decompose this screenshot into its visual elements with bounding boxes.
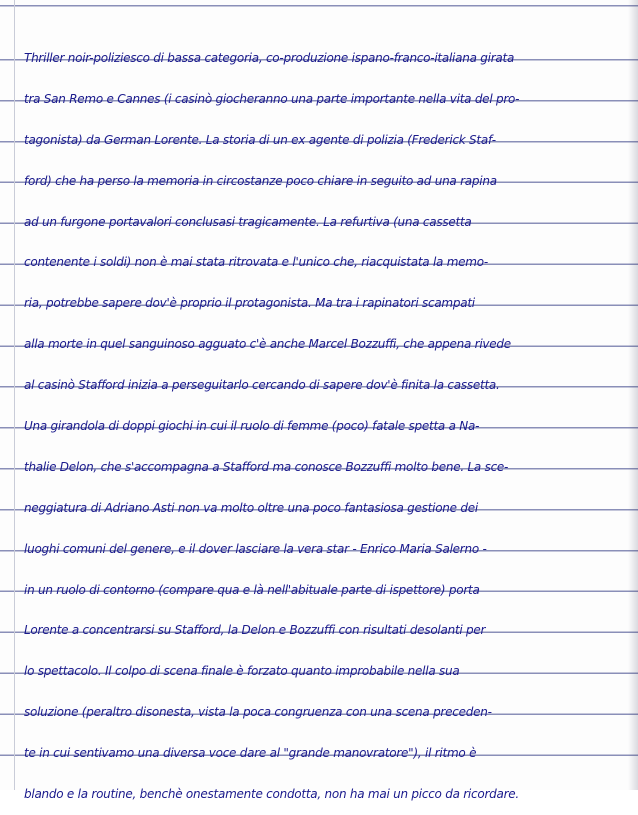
text-line: lo spettacolo. Il colpo di scena finale è forzato quanto improbabile nella sua xyxy=(24,664,460,679)
text-line: tra San Remo e Cannes (i casinò giocheranno una parte importante nella vita del pro- xyxy=(24,91,520,106)
text-line: blando e la routine, benchè onestamente condotta, non ha mai un picco da ricordare. xyxy=(24,787,519,802)
text-line: ria, potrebbe sapere dov'è proprio il protagonista. Ma tra i rapinatori scampati xyxy=(24,296,475,311)
text-line: thalie Delon, che s'accompagna a Stafford ma conosce Bozzuffi molto bene. La sce- xyxy=(24,459,509,474)
text-line: neggiatura di Adriano Asti non va molto oltre una poco fantasiosa gestione dei xyxy=(24,500,478,515)
text-line: contenente i soldi) non è mai stata ritrovata e l'unico che, riacquistata la memo- xyxy=(24,255,488,270)
page-margin-line xyxy=(14,0,15,790)
handwritten-text xyxy=(24,38,634,815)
text-line: alla morte in quel sanguinoso agguato c'è anche Marcel Bozzuffi, che appena rivede xyxy=(24,337,511,352)
text-line: te in cui sentivamo una diversa voce dare al "grande manovratore"), il ritmo è xyxy=(24,746,477,761)
text-line: Lorente a concentrarsi su Stafford, la Delon e Bozzuffi con risultati desolanti per xyxy=(24,623,486,638)
text-line: luoghi comuni del genere, e il dover lasciare la vera star - Enrico Maria Salerno - xyxy=(24,541,487,556)
text-line: al casinò Stafford inizia a perseguitarlo cercando di sapere dov'è finita la cassetta. xyxy=(24,378,500,393)
text-line: ford) che ha perso la memoria in circostanze poco chiare in seguito ad una rapina xyxy=(24,173,497,188)
text-line: soluzione (peraltro disonesta, vista la poca congruenza con una scena preceden- xyxy=(24,705,492,720)
text-line: Una girandola di doppi giochi in cui il ruolo di femme (poco) fatale spetta a Na- xyxy=(24,419,480,434)
text-line: in un ruolo di contorno (compare qua e là nell'abituale parte di ispettore) porta xyxy=(24,582,480,597)
text-line: ad un furgone portavalori conclusasi tragicamente. La refurtiva (una cassetta xyxy=(24,214,472,229)
text-line: Thriller noir-poliziesco di bassa categoria, co-produzione ispano-franco-italiana girata xyxy=(24,51,515,65)
text-line: tagonista) da German Lorente. La storia di un ex agente di polizia (Frederick Staf- xyxy=(24,132,496,147)
